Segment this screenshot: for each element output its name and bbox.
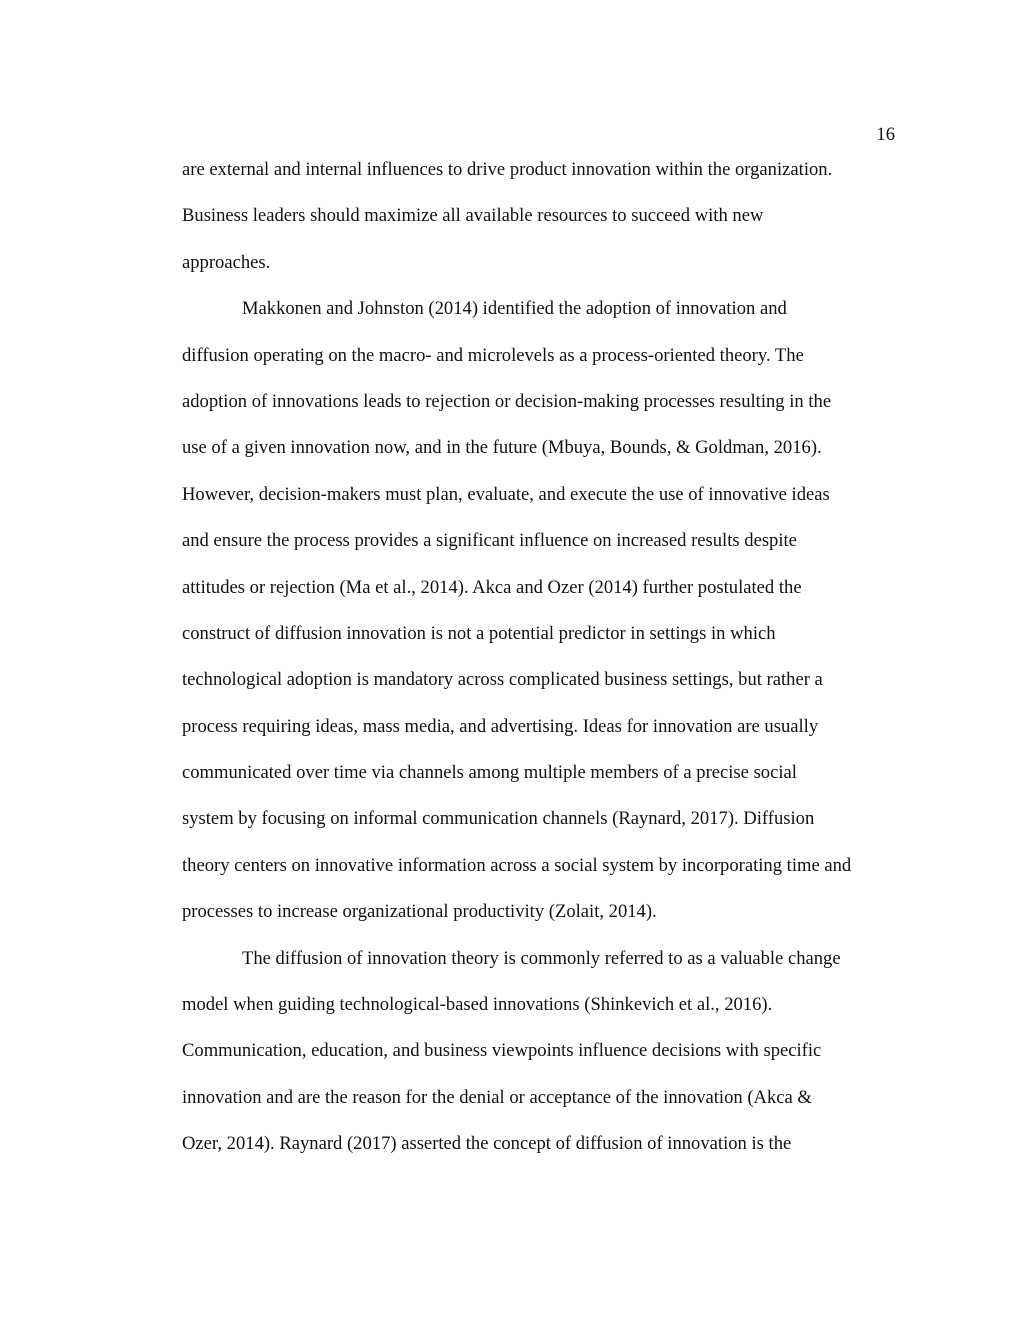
text-line: The diffusion of innovation theory is commonly referred to as a valuable change	[242, 947, 841, 969]
text-line: technological adoption is mandatory across complicated business settings, but rather a	[182, 669, 823, 691]
document-body	[182, 157, 904, 1178]
text-line: approaches.	[182, 251, 271, 273]
text-line: are external and internal influences to drive product innovation within the organization.	[182, 159, 833, 180]
text-line: communicated over time via channels among multiple members of a precise social	[182, 762, 797, 784]
text-line: system by focusing on informal communication channels (Raynard, 2017). Diffusion	[182, 808, 815, 830]
text-line: Ozer, 2014). Raynard (2017) asserted the concept of diffusion of innovation is the	[182, 1133, 792, 1155]
text-line: diffusion operating on the macro- and microlevels as a process-oriented theory. The	[182, 344, 804, 366]
text-line: Communication, education, and business viewpoints influence decisions with specific	[182, 1040, 822, 1062]
text-line: and ensure the process provides a significant influence on increased results despite	[182, 530, 797, 552]
paragraph	[182, 157, 904, 296]
text-line: construct of diffusion innovation is not a potential predictor in settings in which	[182, 622, 776, 644]
text-line: use of a given innovation now, and in the future (Mbuya, Bounds, & Goldman, 2016).	[182, 437, 822, 459]
text-line: model when guiding technological-based innovations (Shinkevich et al., 2016).	[182, 994, 773, 1016]
text-line: Makkonen and Johnston (2014) identified the adoption of innovation and	[242, 298, 787, 320]
text-line: theory centers on innovative information across a social system by incorporating time and	[182, 854, 852, 876]
text-line: adoption of innovations leads to rejection or decision-making processes resulting in the	[182, 390, 832, 412]
text-line: processes to increase organizational productivity (Zolait, 2014).	[182, 901, 657, 923]
text-line: innovation and are the reason for the denial or acceptance of the innovation (Akca &	[182, 1086, 812, 1108]
paragraph	[182, 946, 904, 1178]
paragraph	[182, 296, 904, 945]
text-line: However, decision-makers must plan, evaluate, and execute the use of innovative ideas	[182, 483, 830, 505]
text-line: process requiring ideas, mass media, and advertising. Ideas for innovation are usually	[182, 715, 819, 737]
page-number: 16	[876, 124, 895, 145]
text-line: Business leaders should maximize all available resources to succeed with new	[182, 205, 764, 227]
text-line: attitudes or rejection (Ma et al., 2014). Akca and Ozer (2014) further postulated the	[182, 576, 802, 598]
